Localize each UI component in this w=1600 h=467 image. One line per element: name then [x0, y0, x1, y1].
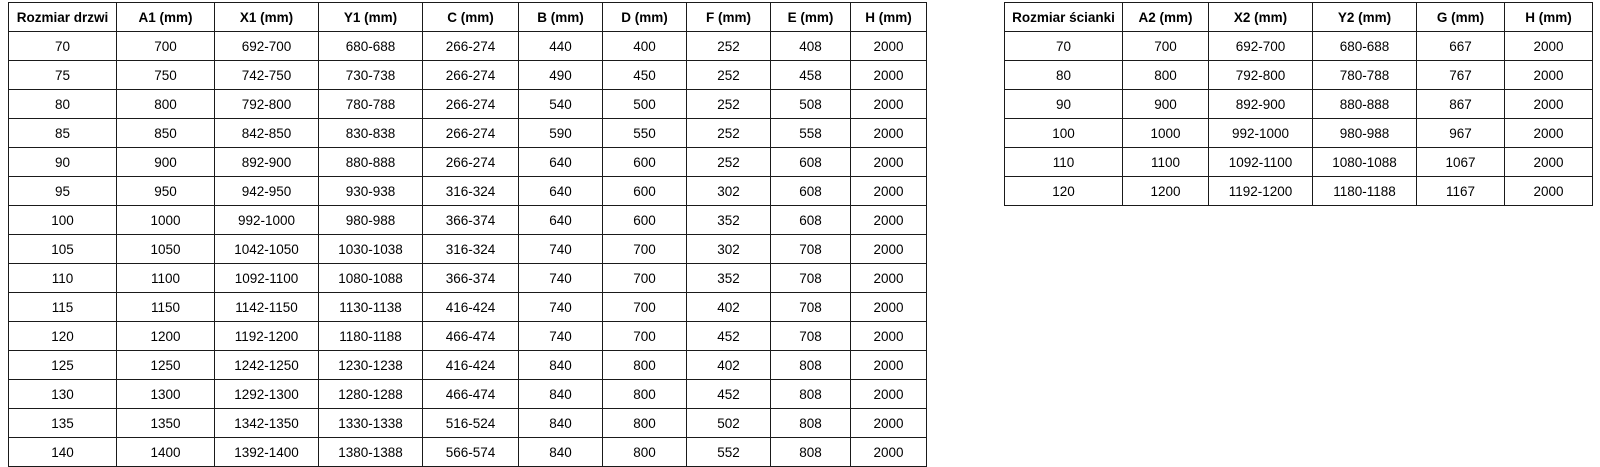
walls-cell: 867	[1417, 90, 1505, 119]
walls-cell: 700	[1123, 32, 1209, 61]
doors-cell: 608	[771, 148, 851, 177]
doors-cell: 640	[519, 206, 603, 235]
doors-cell: 252	[687, 90, 771, 119]
walls-cell: 1200	[1123, 177, 1209, 206]
doors-cell: 840	[519, 438, 603, 467]
doors-cell: 1000	[117, 206, 215, 235]
walls-cell: 1092-1100	[1209, 148, 1313, 177]
doors-cell: 302	[687, 177, 771, 206]
doors-cell: 2000	[851, 438, 927, 467]
doors-cell: 252	[687, 32, 771, 61]
doors-cell: 992-1000	[215, 206, 319, 235]
walls-cell: 1180-1188	[1313, 177, 1417, 206]
doors-column-header: F (mm)	[687, 3, 771, 32]
walls-column-header: A2 (mm)	[1123, 3, 1209, 32]
doors-cell: 1042-1050	[215, 235, 319, 264]
walls-cell: 692-700	[1209, 32, 1313, 61]
doors-cell: 85	[9, 119, 117, 148]
doors-cell: 708	[771, 293, 851, 322]
doors-cell: 400	[603, 32, 687, 61]
doors-cell: 135	[9, 409, 117, 438]
walls-cell: 2000	[1505, 177, 1593, 206]
table-row	[9, 322, 927, 351]
doors-cell: 1292-1300	[215, 380, 319, 409]
walls-cell: 2000	[1505, 119, 1593, 148]
doors-cell: 1150	[117, 293, 215, 322]
walls-cell: 892-900	[1209, 90, 1313, 119]
doors-cell: 608	[771, 177, 851, 206]
doors-cell: 140	[9, 438, 117, 467]
walls-cell: 780-788	[1313, 61, 1417, 90]
doors-cell: 458	[771, 61, 851, 90]
doors-cell: 70	[9, 32, 117, 61]
doors-cell: 266-274	[423, 119, 519, 148]
doors-cell: 2000	[851, 148, 927, 177]
doors-cell: 600	[603, 148, 687, 177]
doors-cell: 808	[771, 380, 851, 409]
doors-cell: 2000	[851, 322, 927, 351]
doors-cell: 1130-1138	[319, 293, 423, 322]
doors-cell: 466-474	[423, 322, 519, 351]
doors-cell: 942-950	[215, 177, 319, 206]
doors-cell: 1300	[117, 380, 215, 409]
doors-column-header: Rozmiar drzwi	[9, 3, 117, 32]
doors-cell: 1192-1200	[215, 322, 319, 351]
walls-column-header: Y2 (mm)	[1313, 3, 1417, 32]
doors-cell: 640	[519, 177, 603, 206]
doors-cell: 700	[603, 235, 687, 264]
doors-cell: 500	[603, 90, 687, 119]
table-row	[9, 235, 927, 264]
doors-cell: 708	[771, 264, 851, 293]
doors-cell: 1050	[117, 235, 215, 264]
doors-cell: 800	[603, 409, 687, 438]
walls-cell: 100	[1005, 119, 1123, 148]
doors-cell: 700	[603, 322, 687, 351]
doors-cell: 1100	[117, 264, 215, 293]
doors-cell: 366-374	[423, 206, 519, 235]
walls-cell: 980-988	[1313, 119, 1417, 148]
doors-table-container	[8, 2, 927, 467]
walls-cell: 1080-1088	[1313, 148, 1417, 177]
walls-cell: 992-1000	[1209, 119, 1313, 148]
doors-cell: 450	[603, 61, 687, 90]
doors-cell: 252	[687, 119, 771, 148]
doors-column-header: H (mm)	[851, 3, 927, 32]
doors-cell: 730-738	[319, 61, 423, 90]
doors-cell: 1200	[117, 322, 215, 351]
table-row	[9, 32, 927, 61]
doors-cell: 600	[603, 206, 687, 235]
doors-cell: 266-274	[423, 90, 519, 119]
doors-cell: 792-800	[215, 90, 319, 119]
doors-cell: 110	[9, 264, 117, 293]
doors-cell: 416-424	[423, 293, 519, 322]
doors-cell: 740	[519, 264, 603, 293]
walls-cell: 767	[1417, 61, 1505, 90]
doors-cell: 1392-1400	[215, 438, 319, 467]
doors-column-header: C (mm)	[423, 3, 519, 32]
doors-cell: 1330-1338	[319, 409, 423, 438]
doors-cell: 2000	[851, 235, 927, 264]
doors-cell: 800	[603, 380, 687, 409]
walls-cell: 2000	[1505, 32, 1593, 61]
walls-cell: 800	[1123, 61, 1209, 90]
doors-cell: 830-838	[319, 119, 423, 148]
walls-cell: 2000	[1505, 148, 1593, 177]
walls-cell: 880-888	[1313, 90, 1417, 119]
doors-cell: 2000	[851, 206, 927, 235]
doors-cell: 452	[687, 322, 771, 351]
doors-cell: 742-750	[215, 61, 319, 90]
doors-cell: 1400	[117, 438, 215, 467]
doors-cell: 590	[519, 119, 603, 148]
walls-cell: 80	[1005, 61, 1123, 90]
doors-cell: 700	[603, 264, 687, 293]
doors-cell: 416-424	[423, 351, 519, 380]
doors-cell: 408	[771, 32, 851, 61]
doors-cell: 900	[117, 148, 215, 177]
doors-dimensions-table	[8, 2, 927, 467]
doors-cell: 366-374	[423, 264, 519, 293]
doors-cell: 100	[9, 206, 117, 235]
walls-cell: 70	[1005, 32, 1123, 61]
doors-table-body	[9, 32, 927, 467]
walls-column-header: Rozmiar ścianki	[1005, 3, 1123, 32]
doors-cell: 842-850	[215, 119, 319, 148]
doors-cell: 608	[771, 206, 851, 235]
table-row	[9, 61, 927, 90]
doors-cell: 540	[519, 90, 603, 119]
doors-cell: 316-324	[423, 235, 519, 264]
doors-column-header: E (mm)	[771, 3, 851, 32]
doors-cell: 800	[603, 351, 687, 380]
doors-cell: 950	[117, 177, 215, 206]
table-row	[9, 409, 927, 438]
table-row	[1005, 32, 1593, 61]
table-row	[9, 264, 927, 293]
doors-cell: 2000	[851, 32, 927, 61]
doors-cell: 75	[9, 61, 117, 90]
doors-cell: 502	[687, 409, 771, 438]
doors-cell: 1092-1100	[215, 264, 319, 293]
doors-cell: 850	[117, 119, 215, 148]
table-row	[9, 90, 927, 119]
doors-cell: 440	[519, 32, 603, 61]
doors-cell: 840	[519, 380, 603, 409]
doors-cell: 1242-1250	[215, 351, 319, 380]
walls-table-container	[1004, 2, 1593, 206]
walls-cell: 120	[1005, 177, 1123, 206]
table-row	[9, 351, 927, 380]
doors-cell: 558	[771, 119, 851, 148]
doors-cell: 120	[9, 322, 117, 351]
doors-cell: 1142-1150	[215, 293, 319, 322]
doors-cell: 980-988	[319, 206, 423, 235]
doors-cell: 808	[771, 351, 851, 380]
walls-cell: 1100	[1123, 148, 1209, 177]
doors-cell: 708	[771, 235, 851, 264]
doors-cell: 708	[771, 322, 851, 351]
doors-cell: 2000	[851, 90, 927, 119]
doors-cell: 452	[687, 380, 771, 409]
doors-column-header: Y1 (mm)	[319, 3, 423, 32]
doors-cell: 1180-1188	[319, 322, 423, 351]
doors-cell: 930-938	[319, 177, 423, 206]
table-row	[1005, 119, 1593, 148]
doors-cell: 700	[117, 32, 215, 61]
walls-cell: 667	[1417, 32, 1505, 61]
doors-cell: 2000	[851, 264, 927, 293]
table-row	[9, 206, 927, 235]
walls-table-body	[1005, 32, 1593, 206]
table-row	[1005, 148, 1593, 177]
walls-cell: 1000	[1123, 119, 1209, 148]
walls-column-header: X2 (mm)	[1209, 3, 1313, 32]
doors-cell: 1250	[117, 351, 215, 380]
doors-cell: 115	[9, 293, 117, 322]
walls-cell: 90	[1005, 90, 1123, 119]
doors-cell: 1380-1388	[319, 438, 423, 467]
doors-column-header: X1 (mm)	[215, 3, 319, 32]
doors-cell: 1350	[117, 409, 215, 438]
walls-cell: 2000	[1505, 61, 1593, 90]
doors-cell: 550	[603, 119, 687, 148]
table-header-row	[1005, 3, 1593, 32]
doors-column-header: D (mm)	[603, 3, 687, 32]
doors-cell: 600	[603, 177, 687, 206]
doors-cell: 352	[687, 264, 771, 293]
doors-cell: 1030-1038	[319, 235, 423, 264]
doors-cell: 840	[519, 409, 603, 438]
doors-cell: 2000	[851, 409, 927, 438]
doors-cell: 740	[519, 235, 603, 264]
walls-cell: 967	[1417, 119, 1505, 148]
doors-cell: 780-788	[319, 90, 423, 119]
doors-cell: 105	[9, 235, 117, 264]
doors-cell: 2000	[851, 293, 927, 322]
doors-cell: 740	[519, 322, 603, 351]
doors-cell: 2000	[851, 61, 927, 90]
doors-cell: 2000	[851, 351, 927, 380]
doors-cell: 2000	[851, 119, 927, 148]
doors-cell: 266-274	[423, 32, 519, 61]
table-row	[9, 293, 927, 322]
table-row	[9, 148, 927, 177]
doors-cell: 800	[603, 438, 687, 467]
doors-cell: 516-524	[423, 409, 519, 438]
walls-cell: 1067	[1417, 148, 1505, 177]
doors-cell: 808	[771, 438, 851, 467]
doors-cell: 490	[519, 61, 603, 90]
doors-cell: 892-900	[215, 148, 319, 177]
doors-column-header: A1 (mm)	[117, 3, 215, 32]
doors-cell: 508	[771, 90, 851, 119]
walls-cell: 1192-1200	[1209, 177, 1313, 206]
walls-cell: 2000	[1505, 90, 1593, 119]
doors-cell: 402	[687, 351, 771, 380]
doors-cell: 466-474	[423, 380, 519, 409]
doors-cell: 680-688	[319, 32, 423, 61]
doors-cell: 692-700	[215, 32, 319, 61]
table-row	[1005, 90, 1593, 119]
doors-cell: 1280-1288	[319, 380, 423, 409]
doors-cell: 90	[9, 148, 117, 177]
doors-cell: 316-324	[423, 177, 519, 206]
doors-cell: 2000	[851, 380, 927, 409]
doors-cell: 640	[519, 148, 603, 177]
doors-cell: 80	[9, 90, 117, 119]
walls-column-header: G (mm)	[1417, 3, 1505, 32]
table-row	[9, 438, 927, 467]
doors-cell: 566-574	[423, 438, 519, 467]
doors-cell: 552	[687, 438, 771, 467]
doors-cell: 266-274	[423, 148, 519, 177]
table-row	[9, 119, 927, 148]
doors-cell: 95	[9, 177, 117, 206]
doors-column-header: B (mm)	[519, 3, 603, 32]
walls-cell: 900	[1123, 90, 1209, 119]
doors-cell: 130	[9, 380, 117, 409]
doors-cell: 1230-1238	[319, 351, 423, 380]
table-row	[9, 177, 927, 206]
doors-cell: 808	[771, 409, 851, 438]
doors-cell: 880-888	[319, 148, 423, 177]
doors-cell: 352	[687, 206, 771, 235]
table-header-row	[9, 3, 927, 32]
doors-cell: 2000	[851, 177, 927, 206]
doors-cell: 700	[603, 293, 687, 322]
doors-cell: 125	[9, 351, 117, 380]
doors-cell: 266-274	[423, 61, 519, 90]
doors-cell: 252	[687, 148, 771, 177]
walls-cell: 110	[1005, 148, 1123, 177]
doors-cell: 1080-1088	[319, 264, 423, 293]
doors-cell: 740	[519, 293, 603, 322]
doors-cell: 302	[687, 235, 771, 264]
doors-cell: 1342-1350	[215, 409, 319, 438]
walls-cell: 1167	[1417, 177, 1505, 206]
doors-cell: 252	[687, 61, 771, 90]
walls-cell: 792-800	[1209, 61, 1313, 90]
walls-cell: 680-688	[1313, 32, 1417, 61]
doors-cell: 402	[687, 293, 771, 322]
doors-cell: 840	[519, 351, 603, 380]
table-row	[1005, 177, 1593, 206]
doors-cell: 800	[117, 90, 215, 119]
table-row	[9, 380, 927, 409]
table-row	[1005, 61, 1593, 90]
walls-column-header: H (mm)	[1505, 3, 1593, 32]
walls-dimensions-table	[1004, 2, 1593, 206]
doors-cell: 750	[117, 61, 215, 90]
